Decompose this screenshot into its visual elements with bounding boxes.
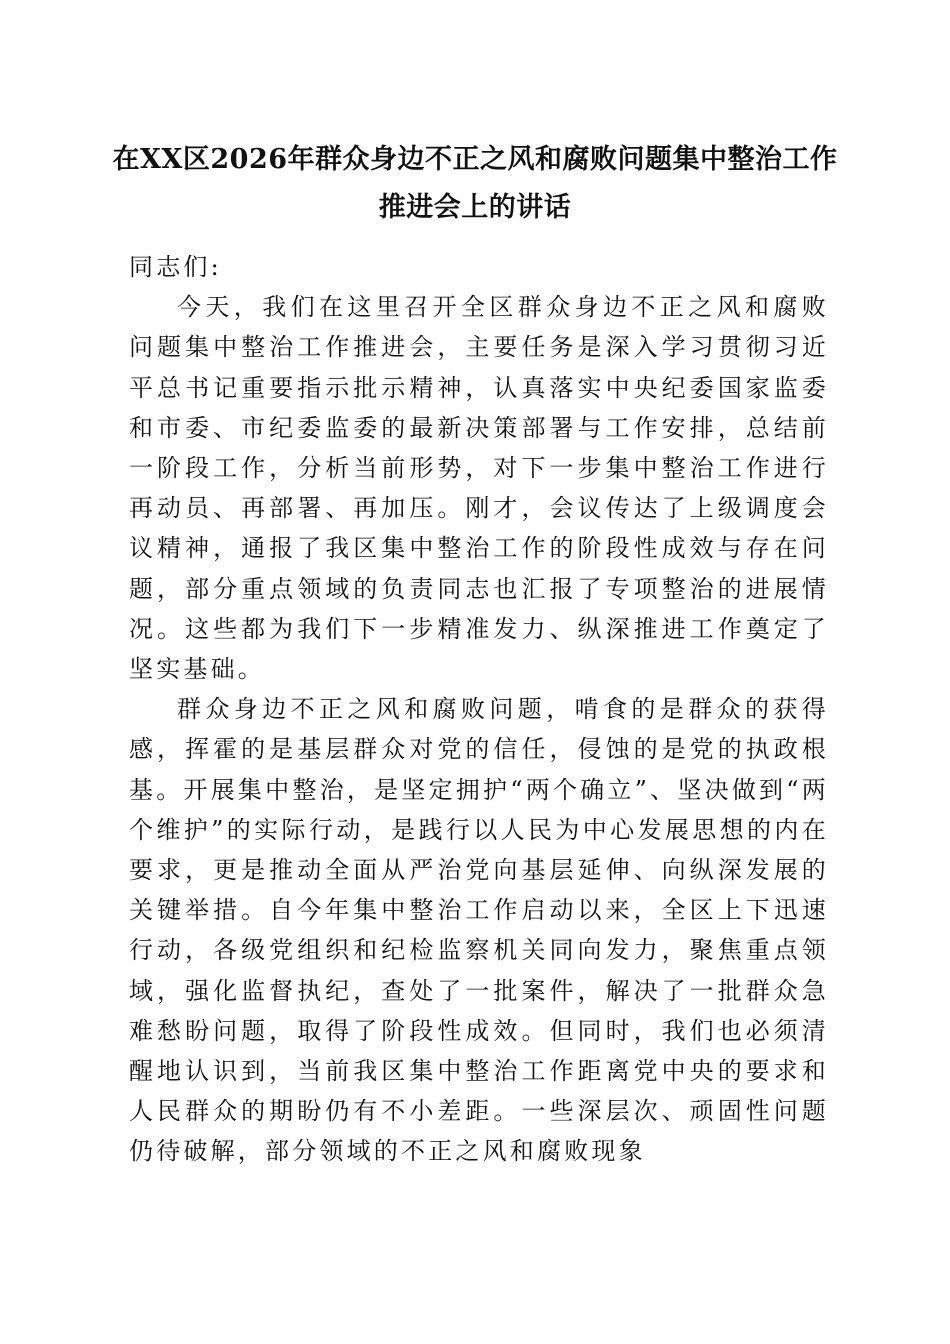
document-title: 在XX区2026年群众身边不正之风和腐败问题集中整治工作推进会上的讲话 <box>112 144 838 223</box>
paragraph-2: 群众身边不正之风和腐败问题，啃食的是群众的获得感，挥霍的是基层群众对党的信任，侵蚀的是党的执政根基。开展集中整治，是坚定拥护“两个确立”、坚决做到“两个维护”的实际行动，是践行以人民为中心发展思想的内在要求，更是推动全面从严治党向基层延伸、向纵深发展的关键举措。自今年集中整治工作启动以来，全区上下迅速行动，各级党组织和纪检监察机关同向发力，聚焦重点领域，强化监督执纪，查处了一批案件，解决了一批群众急难愁盼问题，取得了阶段性成效。但同时，我们也必须清醒地认识到，当前我区集中整治工作距离党中央的要求和人民群众的期盼仍有不小差距。一些深层次、顽固性问题仍待破解，部分领域的不正之风和腐败现象 <box>129 695 829 1166</box>
document-body <box>129 247 829 1172</box>
paragraph-1: 今天，我们在这里召开全区群众身边不正之风和腐败问题集中整治工作推进会，主要任务是深入学习贯彻习近平总书记重要指示批示精神，认真落实中央纪委国家监委和市委、市纪委监委的最新决策部署与工作安排，总结前一阶段工作，分析当前形势，对下一步集中整治工作进行再动员、再部署、再加压。刚才，会议传达了上级调度会议精神，通报了我区集中整治工作的阶段性成效与存在问题，部分重点领域的负责同志也汇报了专项整治的进展情况。这些都为我们下一步精准发力、纵深推进工作奠定了坚实基础。 <box>129 293 829 684</box>
salutation: 同志们: <box>129 253 222 281</box>
